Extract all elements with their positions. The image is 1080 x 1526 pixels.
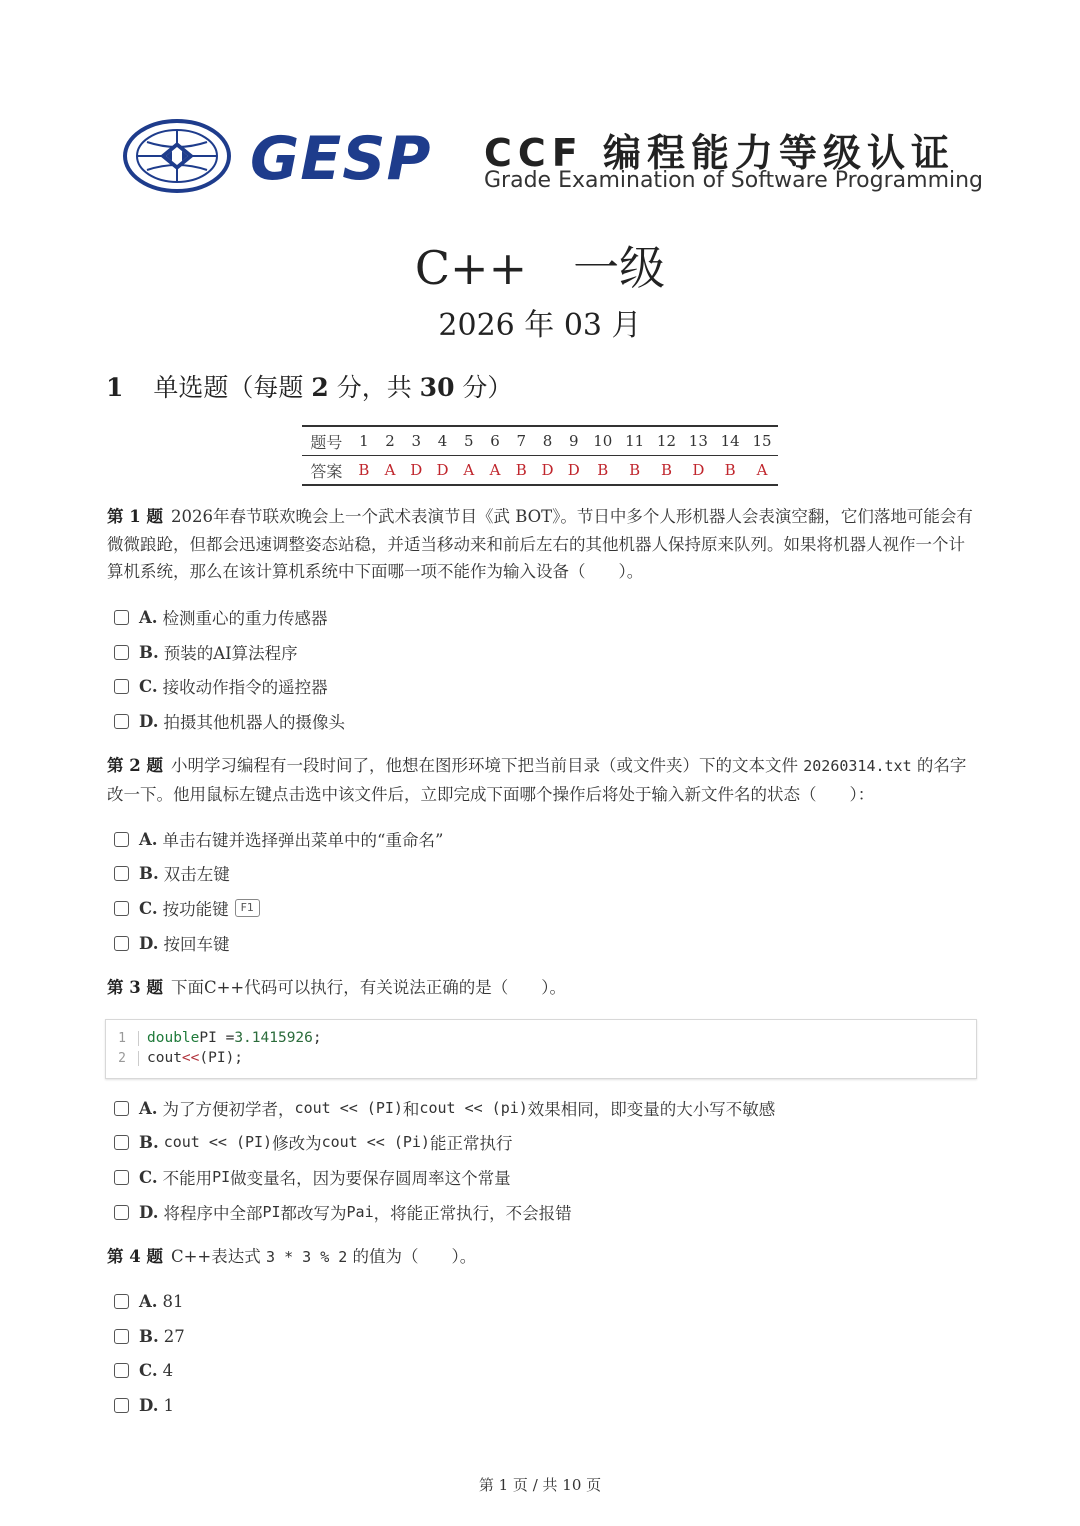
table-cell-answer: A <box>463 461 475 479</box>
option-text: 单击右键并选择弹出菜单中的“重命名” <box>162 831 444 850</box>
exam-title: C++ 一级 <box>414 241 666 295</box>
question-3-option-a[interactable] <box>114 1096 775 1120</box>
option-text: ，将能正常执行，不会报错 <box>373 1204 572 1223</box>
table-cell-number: 10 <box>593 432 613 450</box>
table-cell-number: 12 <box>656 432 677 450</box>
option-letter: B. <box>139 863 159 883</box>
checkbox[interactable] <box>114 1135 129 1150</box>
table-cell-answer: D <box>541 461 554 479</box>
checkbox[interactable] <box>114 645 129 660</box>
table-cell-number: 8 <box>542 432 553 450</box>
table-cell-number: 2 <box>385 432 395 450</box>
exam-date: 2026 年 03 月 <box>438 308 642 343</box>
table-cell-number: 9 <box>568 432 579 450</box>
code-text: ; <box>312 1030 322 1046</box>
header-title-cn: CCF 编程能力等级认证 <box>484 131 955 175</box>
checkbox[interactable] <box>114 1170 129 1185</box>
f1-key: F1 <box>235 899 260 917</box>
option-text: 和 <box>402 1100 420 1119</box>
question-4-label: 第 4 题 <box>107 1247 163 1266</box>
question-1-option-a[interactable] <box>114 605 328 629</box>
option-text: 都改写为 <box>280 1204 347 1223</box>
table-cell-answer: B <box>515 461 527 479</box>
option-letter: C. <box>139 898 158 918</box>
checkbox[interactable] <box>114 1205 129 1220</box>
gesp-logo: GESP <box>250 124 432 194</box>
option-text: 能正常执行 <box>429 1134 513 1153</box>
answer-table-answer-row <box>302 456 778 484</box>
table-cell-number: 6 <box>490 432 500 450</box>
option-letter: D. <box>139 711 159 731</box>
option-letter: A. <box>139 607 158 627</box>
option-letter: D. <box>139 933 159 953</box>
question-3-text <box>107 974 977 1002</box>
option-letter: C. <box>139 676 158 696</box>
question-4-option-b[interactable] <box>114 1324 185 1348</box>
question-4-text <box>107 1243 977 1272</box>
code-number: 3.1415926 <box>234 1030 313 1046</box>
line-number: 2 <box>106 1051 139 1066</box>
question-2-body: 小明学习编程有一段时间了，他想在图形环境下把当前目录（或文件夹）下的文本文件 <box>170 756 804 775</box>
table-cell-answer: A <box>489 461 501 479</box>
answer-table <box>302 425 778 486</box>
question-2-option-d[interactable] <box>114 931 229 955</box>
code-keyword: double <box>147 1030 200 1046</box>
table-cell-answer: B <box>660 461 672 479</box>
option-code: cout << (PI) <box>163 1133 273 1151</box>
table-cell-number: 11 <box>625 432 645 450</box>
table-cell-number: 7 <box>516 432 527 450</box>
section-heading <box>106 368 512 404</box>
question-2-option-a[interactable] <box>114 827 443 851</box>
checkbox[interactable] <box>114 936 129 951</box>
checkbox[interactable] <box>114 832 129 847</box>
table-cell-answer: B <box>358 461 370 479</box>
table-cell-number: 14 <box>720 432 740 450</box>
question-4-option-a[interactable] <box>114 1289 184 1313</box>
table-cell-answer: D <box>692 461 705 479</box>
code-operator: << <box>181 1050 200 1066</box>
section-number: 1 <box>106 373 124 402</box>
filename-code: 20260314.txt <box>803 757 912 775</box>
option-letter: A. <box>139 1098 158 1118</box>
option-text: 效果相同，即变量的大小写不敏感 <box>527 1100 776 1119</box>
question-1-option-c[interactable] <box>114 674 328 698</box>
option-text: 按功能键 <box>162 900 229 919</box>
table-cell-number: 3 <box>411 432 422 450</box>
option-text: 双击左键 <box>163 865 230 884</box>
checkbox[interactable] <box>114 1363 129 1378</box>
question-1-text <box>107 503 977 586</box>
question-2-body-end: 的名字改一下。他用鼠标左键点击选中该文件后，立即完成下面哪个操作后将处于输入新文件名的状态（ ）： <box>107 756 967 804</box>
option-letter: A. <box>139 1291 158 1311</box>
header-title-en: Grade Examination of Software Programming <box>484 168 984 193</box>
option-text: 修改为 <box>272 1134 322 1153</box>
question-1-body: 2026年春节联欢晚会上一个武术表演节目《武 BOT》。节日中多个人形机器人会表演空翻，它们落地可能会有微微踉跄，但都会迅速调整姿态站稳，并适当移动来和前后左右的其他机器人保持原来队列。如果将机器人视作一个计算机系统，那么在该计算机系统中下面哪一项不能作为输入设备（ ）。 <box>107 507 973 581</box>
option-text: 27 <box>163 1326 185 1346</box>
table-cell-number: 13 <box>688 432 708 450</box>
section-label: 单选题（每题 <box>153 373 312 402</box>
question-1-label: 第 1 题 <box>107 507 163 526</box>
checkbox[interactable] <box>114 1398 129 1413</box>
option-text: 做变量名，因为要保存圆周率这个常量 <box>230 1169 511 1188</box>
question-3-option-d[interactable] <box>114 1200 572 1224</box>
question-4-body-end: 的值为（ ）。 <box>347 1247 477 1266</box>
option-text: 4 <box>162 1360 174 1380</box>
checkbox[interactable] <box>114 1101 129 1116</box>
checkbox[interactable] <box>114 901 129 916</box>
code-text: (PI); <box>199 1050 244 1066</box>
option-text: 将程序中全部 <box>163 1204 263 1223</box>
question-2-option-b[interactable] <box>114 861 230 885</box>
question-2-label: 第 2 题 <box>107 756 163 775</box>
table-cell-answer: B <box>724 461 736 479</box>
table-cell-answer: A <box>384 461 396 479</box>
page-footer: 第 1 页 / 共 10 页 <box>478 1476 602 1494</box>
option-letter: D. <box>139 1202 159 1222</box>
question-2-option-c[interactable] <box>114 896 260 920</box>
option-letter: B. <box>139 1132 159 1152</box>
answer-table-answer-label: 答案 <box>310 461 343 481</box>
option-text: 1 <box>163 1395 174 1415</box>
question-4-body: C++表达式 <box>170 1247 267 1266</box>
table-cell-number: 1 <box>359 432 369 450</box>
question-4-option-d[interactable] <box>114 1393 174 1417</box>
option-letter: B. <box>139 642 159 662</box>
option-text: 预装的AI算法程序 <box>163 644 298 663</box>
question-1-option-b[interactable] <box>114 640 298 664</box>
code-text: cout <box>147 1050 182 1066</box>
table-cell-answer: B <box>629 461 641 479</box>
table-cell-answer: D <box>567 461 580 479</box>
checkbox[interactable] <box>114 610 129 625</box>
option-code: cout << (PI) <box>294 1099 403 1117</box>
answer-table-number-label: 题号 <box>310 432 343 452</box>
option-text: 不能用 <box>162 1169 213 1188</box>
question-3-body: 下面C++代码可以执行，有关说法正确的是（ ）。 <box>170 978 567 997</box>
question-3-option-b[interactable] <box>114 1130 512 1154</box>
option-letter: C. <box>139 1360 158 1380</box>
code-text: PI = <box>199 1030 235 1046</box>
table-cell-number: 5 <box>464 432 474 450</box>
option-code: PI <box>262 1203 281 1221</box>
code-block <box>105 1019 977 1079</box>
question-1-option-d[interactable] <box>114 709 345 733</box>
code-line <box>106 1048 243 1068</box>
answer-table-number-row <box>302 427 778 456</box>
expression-code: 3 * 3 % 2 <box>266 1248 348 1266</box>
checkbox[interactable] <box>114 714 129 729</box>
option-text: 为了方便初学者， <box>162 1100 295 1119</box>
question-4-option-c[interactable] <box>114 1358 173 1382</box>
ccf-logo <box>122 118 232 194</box>
section-label-post: 分） <box>454 373 513 402</box>
section-label-mid: 分，共 <box>328 373 420 402</box>
table-cell-answer: B <box>597 461 609 479</box>
option-letter: C. <box>139 1167 158 1187</box>
line-number: 1 <box>106 1031 139 1046</box>
checkbox[interactable] <box>114 1294 129 1309</box>
option-text: 按回车键 <box>163 935 230 954</box>
table-cell-answer: D <box>410 461 423 479</box>
question-2-text <box>107 752 977 808</box>
option-letter: B. <box>139 1326 159 1346</box>
option-code: PI <box>212 1168 231 1186</box>
checkbox[interactable] <box>114 679 129 694</box>
option-text: 81 <box>162 1291 184 1311</box>
question-3-option-c[interactable] <box>114 1165 511 1189</box>
code-line <box>106 1028 322 1048</box>
option-code: Pai <box>346 1203 374 1221</box>
question-3-label: 第 3 题 <box>107 978 163 997</box>
option-text: 检测重心的重力传感器 <box>162 609 328 628</box>
option-code: cout << (Pi) <box>321 1133 430 1151</box>
table-cell-answer: A <box>756 461 768 479</box>
option-text: 接收动作指令的遥控器 <box>162 678 328 697</box>
option-code: cout << (pi) <box>419 1099 528 1117</box>
checkbox[interactable] <box>114 1329 129 1344</box>
option-letter: D. <box>139 1395 159 1415</box>
table-cell-number: 15 <box>752 432 772 450</box>
checkbox[interactable] <box>114 866 129 881</box>
table-cell-number: 4 <box>437 432 448 450</box>
section-points-each: 2 <box>311 373 329 402</box>
table-cell-answer: D <box>436 461 449 479</box>
option-text: 拍摄其他机器人的摄像头 <box>163 713 345 732</box>
section-points-total: 30 <box>419 373 455 402</box>
option-letter: A. <box>139 829 158 849</box>
